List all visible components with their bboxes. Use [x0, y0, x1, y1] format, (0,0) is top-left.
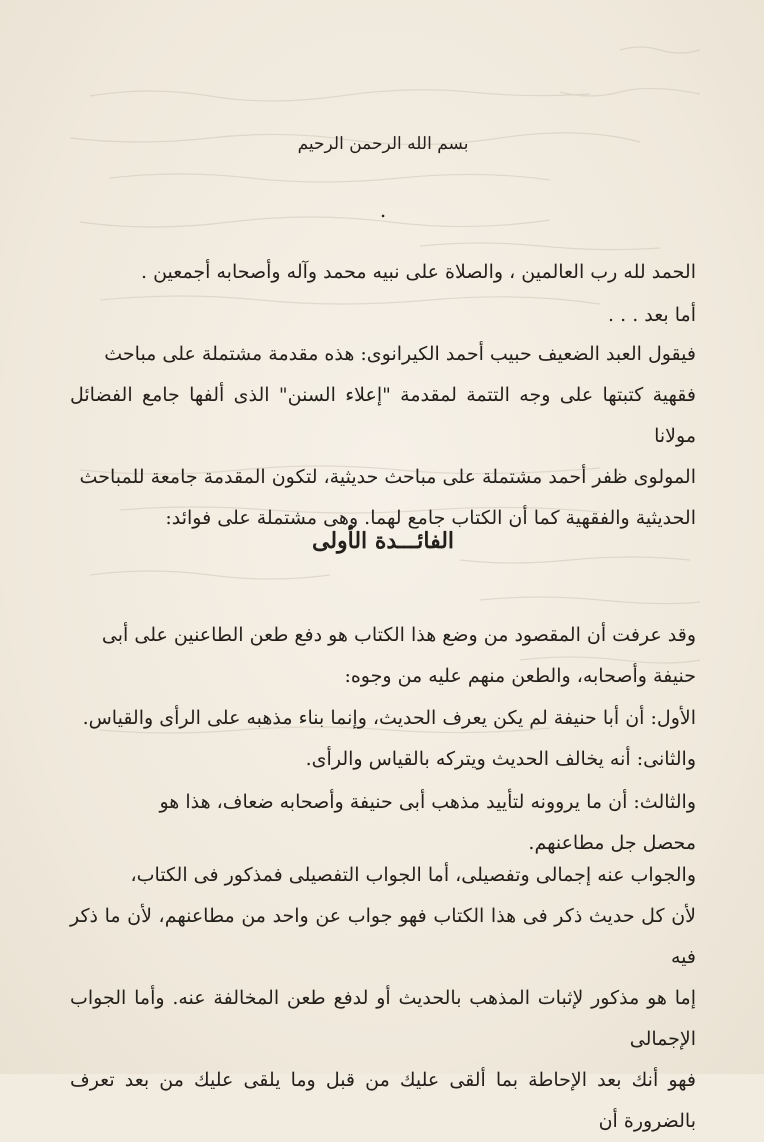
answer-paragraph: [70, 855, 696, 1142]
text-line: إما هو مذكور لإثبات المذهب بالحديث أو لدفع طعن المخالفة عنه. وأما الجواب الإجمالى: [70, 987, 696, 1050]
text-line: حنيفة وأصحابه، والطعن منهم عليه من وجوه:: [344, 665, 696, 687]
text-line: وقد عرفت أن المقصود من وضع هذا الكتاب هو دفع طعن الطاعنين على أبى: [101, 624, 696, 646]
section-heading: الفائـــدة الأولى: [311, 528, 455, 554]
text-line: المولوى ظفر أحمد مشتملة على مباحث حديثية، لتكون المقدمة جامعة للمباحث: [79, 466, 696, 488]
text-line: والجواب عنه إجمالى وتفصيلى، أما الجواب التفصيلى فمذكور فى الكتاب،: [130, 864, 696, 886]
objection-third: [70, 782, 696, 864]
text-line: والثالث: أن ما يروونه لتأييد مذهب أبى حنيفة وأصحابه ضعاف، هذا هو: [159, 791, 696, 813]
intro-paragraph: [70, 334, 696, 539]
text-line: فيقول العبد الضعيف حبيب أحمد الكيرانوى: هذه مقدمة مشتملة على مباحث: [104, 343, 696, 365]
objection-second: والثانى: أنه يخالف الحديث ويتركه بالقياس والرأى.: [305, 748, 696, 770]
text-line: الحديثية والفقهية كما أن الكتاب جامع لهما. وهى مشتملة على فوائد:: [165, 507, 696, 529]
text-line: فهو أنك بعد الإحاطة بما ألقى عليك من قبل وما يلقى عليك من بعد تعرف بالضرورة أن: [70, 1069, 696, 1132]
amma-baad-line: أما بعد . . .: [608, 304, 696, 326]
objection-first: الأول: أن أبا حنيفة لم يكن يعرف الحديث، وإنما بناء مذهبه على الرأى والقياس.: [82, 707, 696, 729]
text-line: لأن كل حديث ذكر فى هذا الكتاب فهو جواب عن واحد من مطاعنهم، لأن ما ذكر فيه: [70, 905, 696, 968]
text-line: محصل جل مطاعنهم.: [528, 832, 696, 854]
section-intro-paragraph: [70, 615, 696, 697]
separator-dot: .: [379, 198, 387, 222]
basmala-heading: بسم الله الرحمن الرحيم: [297, 134, 469, 154]
text-line: فقهية كتبتها على وجه التتمة لمقدمة "إعلاء السنن" الذى ألفها جامع الفضائل مولانا: [70, 384, 696, 447]
praise-line: الحمد لله رب العالمين ، والصلاة على نبيه محمد وآله وأصحابه أجمعين .: [141, 261, 696, 283]
